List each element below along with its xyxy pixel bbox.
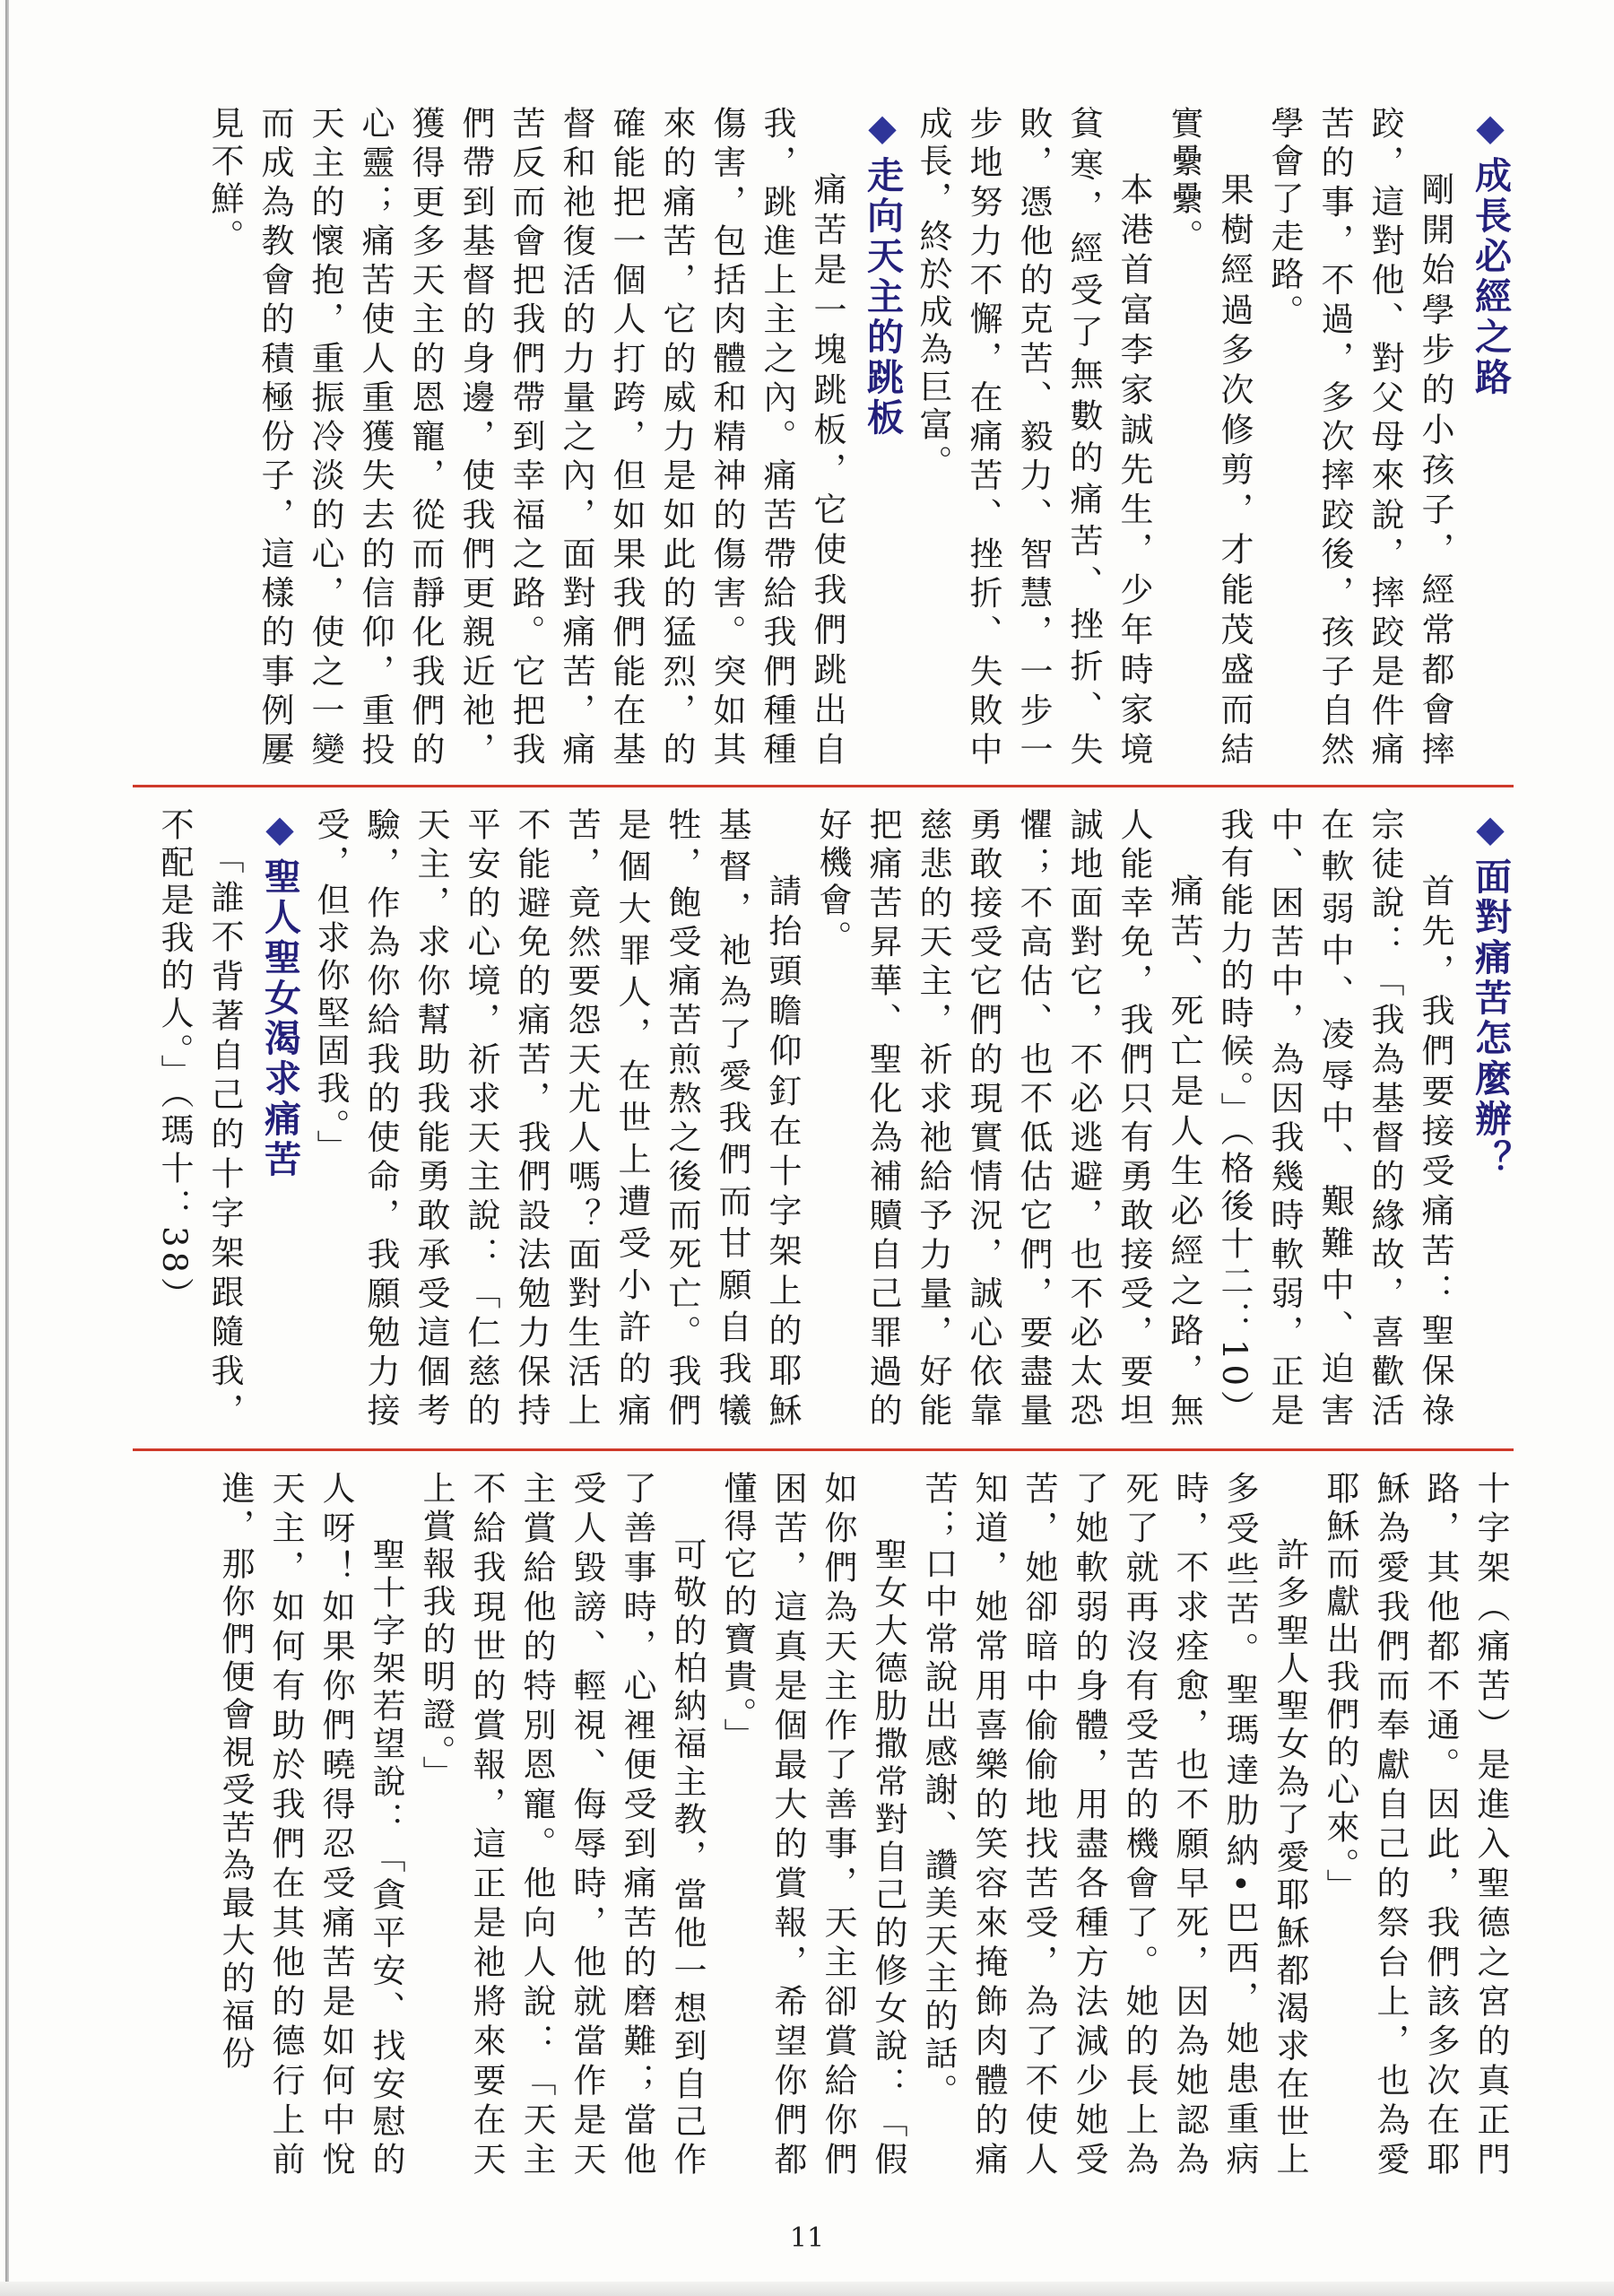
paragraph: 聖女大德肋撒常對自己的修女說：「假如你們為天主作了善事，天主卻賞給你們困苦，這真是個最大的賞報，希望你們都懂得它的寶貴。」 bbox=[718, 1471, 907, 2179]
vertical-text-block bbox=[199, 106, 1515, 770]
scan-left-edge bbox=[5, 0, 9, 2296]
vertical-text-block bbox=[149, 807, 1515, 1431]
paragraph: 許多聖人聖女為了愛耶穌都渴求在世上多受些苦。聖瑪達肋納•巴西，她患重病時，不求痊愈，也不願早死，因為她認為死了就再沒有受苦的機會了。她的長上為了她軟弱的身體，用盡各種方法減少她受苦，她卻暗中偷偷地找苦受，為了不使人知道，她常用喜樂的笑容來掩飾肉體的痛苦；口中常說出感謝、讚美天主的話。 bbox=[919, 1471, 1309, 2179]
paragraph: 痛苦、死亡是人生必經之路，無人能幸免，我們只有勇敢接受，要坦誠地面對它，不必逃避，也不必太恐懼；不高估、也不低估它們，要盡量勇敢接受它們的現實情況，誠心依靠慈悲的天主，祈求祂給予力量，好能把痛苦昇華、聖化為補贖自己罪過的好機會。 bbox=[813, 807, 1203, 1431]
paragraph: 可敬的柏納福主教，當他一想到自己作了善事時，心裡便受到痛苦的磨難；當他受人毀謗、輕視、侮辱時，他就當作是天主賞給他的特別恩寵。他向人說：「天主不給我現世的賞報，這正是祂將來要在天上賞報我的明證。」 bbox=[417, 1471, 707, 2179]
scan-bottom-edge bbox=[0, 2282, 1614, 2296]
red-divider bbox=[133, 1448, 1514, 1451]
paragraph: 聖十字架若望說：「貪平安、找安慰的人呀！如果你們曉得忍受痛苦是如何中悅天主，如何有助於我們在其他的德行上前進，那你們便會視受苦為最大的福份 bbox=[216, 1471, 405, 2179]
paragraph: 首先，我們要接受痛苦：聖保祿宗徒說：「我為基督的緣故，喜歡活在軟弱中、凌辱中、艱難中、迫害中、困苦中，為因我幾時軟弱，正是我有能力的時候。」（格後十二：10） bbox=[1215, 807, 1454, 1431]
paragraph: 本港首富李家誠先生，少年時家境貧寒，經受了無數的痛苦、挫折、失敗，憑他的克苦、毅力、智慧，一步一步地努力不懈，在痛苦、挫折、失敗中成長，終於成為巨富。 bbox=[914, 106, 1153, 770]
heading-saints bbox=[255, 807, 305, 1431]
paragraph: 「誰不背著自己的十字架跟隨我，不配是我的人。」（瑪十：38） bbox=[155, 807, 244, 1431]
paragraph: 剛開始學步的小孩子，經常都會摔跤，這對他、對父母來說，摔跤是件痛苦的事，不過，多次摔跤後，孩子自然學會了走路。 bbox=[1265, 106, 1454, 770]
heading-springboard bbox=[857, 106, 907, 770]
heading-face-suffering bbox=[1465, 807, 1515, 1431]
paragraph: 請抬頭瞻仰釘在十字架上的耶穌基督，祂為了愛我們而甘願自我犧牲，飽受痛苦煎熬之後而死亡。我們是個大罪人，在世上遭受小許的痛苦，竟然要怨天尤人嗎？面對生活上不能避免的痛苦，我們設法勉力保持平安的心境，祈求天主說：「仁慈的天主，求你幫助我能勇敢承受這個考驗，作為你給我的使命，我願勉力接受，但求你堅固我。」 bbox=[311, 807, 802, 1431]
red-divider bbox=[133, 785, 1514, 787]
paragraph: 十字架（痛苦）是進入聖德之宮的真正門路，其他都不通。因此，我們該多次在耶穌為愛我們而奉獻自己的祭台上，也為愛耶穌而獻出我們的心來。」 bbox=[1321, 1471, 1510, 2179]
diamond-bullet-icon: ◆ bbox=[1469, 106, 1512, 152]
paragraph: 果樹經過多次修剪，才能茂盛而結實纍纍。 bbox=[1165, 106, 1254, 770]
vertical-text-block bbox=[210, 1471, 1515, 2179]
heading-face-suffering-text: 面對痛苦怎麼辦？ bbox=[1469, 857, 1512, 1180]
paragraph: 痛苦是一塊跳板，它使我們跳出自我，跳進上主之內。痛苦帶給我們種種傷害，包括肉體和精神的傷害。突如其來的痛苦，它的威力是如此的猛烈，的確能把一個人打跨，但如果我們能在基督和祂復活的力量之內，面對痛苦，痛苦反而會把我們帶到幸福之路。它把我們帶到基督的身邊，使我們更親近祂，獲得更多天主的恩寵，從而靜化我們的心靈；痛苦使人重獲失去的信仰，重投天主的懷抱，重振冷淡的心，使之一變而成為教會的積極份子，這樣的事例屢見不鮮。 bbox=[205, 106, 846, 770]
heading-saints-text: 聖人聖女渴求痛苦 bbox=[258, 857, 301, 1180]
heading-growth bbox=[1465, 106, 1515, 770]
diamond-bullet-icon: ◆ bbox=[1469, 807, 1512, 854]
section-band-bottom bbox=[134, 1471, 1515, 2179]
diamond-bullet-icon: ◆ bbox=[258, 807, 301, 854]
heading-springboard-text: 走向天主的跳板 bbox=[861, 156, 904, 439]
heading-growth-text: 成長必經之路 bbox=[1469, 156, 1512, 398]
diamond-bullet-icon: ◆ bbox=[861, 106, 904, 152]
section-band-middle bbox=[134, 807, 1515, 1431]
page-number: 11 bbox=[789, 2222, 825, 2254]
section-band-top bbox=[134, 106, 1515, 770]
